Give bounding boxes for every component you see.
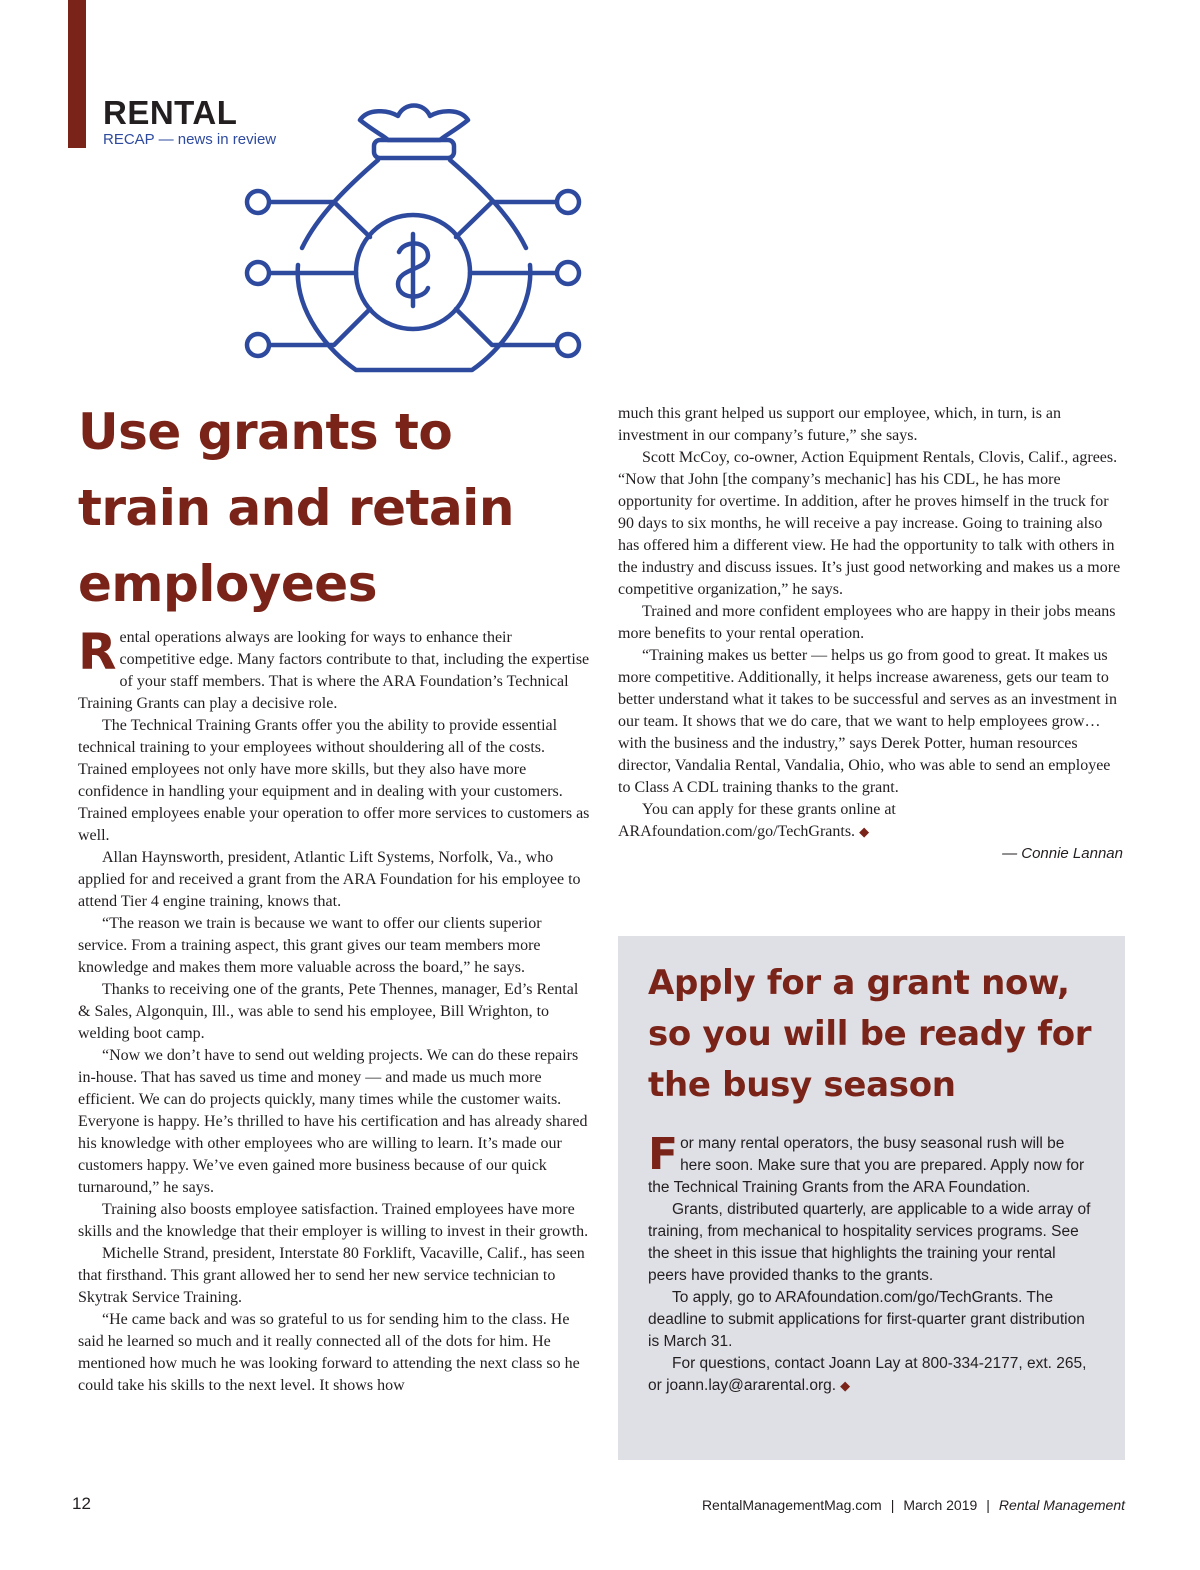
footer-separator: | [986, 1497, 990, 1513]
sidebar-box [618, 936, 1125, 1460]
end-mark-icon: ◆ [859, 824, 870, 839]
sidebar-paragraph: To apply, go to ARAfoundation.com/go/TechGrants. The deadline to submit applications for first-quarter grant distribution is March 31. [648, 1289, 1085, 1350]
sidebar-paragraph: For questions, contact Joann Lay at 800-334-2177, ext. 265, or joann.lay@ararental.org. ◆ [648, 1355, 1087, 1394]
article-column-left [78, 623, 590, 1397]
sidebar-body [648, 1129, 1095, 1397]
article-column-right [618, 403, 1123, 865]
article-paragraph: much this grant helped us support our employee, which, in turn, is an investment in our company’s future,” she says. [618, 405, 1062, 444]
article-paragraph: Training also boosts employee satisfaction. Trained employees have more skills and the knowledge that their employer is willing to invest in their growth. [78, 1201, 589, 1240]
article-paragraph: “Training makes us better — helps us go from good to great. It makes us more competitive. Additionally, it helps increase awareness, gets our team to better understand what it takes to be successful and serves as an investment in our team. It shows that we do care, that we want to help employees grow…with the business and the industry,” says Derek Potter, human resources director, Vandalia Rental, Vandalia, Ohio, who was able to send an employee to Class A CDL training thanks to the grant. [618, 647, 1117, 796]
footer-separator: | [890, 1497, 895, 1513]
article-byline: — Connie Lannan [1002, 845, 1123, 862]
page-number: 12 [72, 1494, 91, 1513]
section-title: RENTAL [103, 94, 238, 131]
sidebar-dropcap: F [648, 1129, 679, 1180]
article-paragraph: Allan Haynsworth, president, Atlantic Lift Systems, Norfolk, Va., who applied for and received a grant from the ARA Foundation for his employee to attend Tier 4 engine training, knows that. [78, 849, 581, 910]
article-paragraph: “The reason we train is because we want to offer our clients superior service. From a training aspect, this grant gives our team members more knowledge and makes them more valuable across the board,” he says. [78, 915, 542, 976]
article-headline: Use grants to train and retain employees [78, 403, 514, 613]
article-paragraph: The Technical Training Grants offer you the ability to provide essential technical training to your employees without shouldering all of the costs. Trained employees not only have more skills, but they also have more confidence in handling your equipment and in dealing with your customers. Trained employees enable your operation to offer more services to customers as well. [78, 717, 590, 844]
footer-website: RentalManagementMag.com [701, 1497, 882, 1513]
sidebar-paragraph: Grants, distributed quarterly, are applicable to a wide array of training, from mechanical to hospitality services programs. See the sheet in this issue that highlights the training your rental peers have provided thanks to the grants. [648, 1201, 1091, 1284]
article-paragraph: Trained and more confident employees who are happy in their jobs means more benefits to your rental operation. [618, 603, 1116, 642]
section-accent-bar [68, 0, 86, 148]
article-paragraph: Rental operations always are looking for ways to enhance their competitive edge. Many factors contribute to that, including the expertise of your staff members. That is where the ARA Foundation’s Technical Training Grants can play a decisive role. [78, 623, 590, 712]
article-paragraph: Michelle Strand, president, Interstate 80 Forklift, Vacaville, Calif., has seen that firsthand. This grant allowed her to send her new service technician to Skytrak Service Training. [78, 1245, 585, 1306]
money-bag-network-icon [238, 90, 588, 380]
sidebar-paragraph: For many rental operators, the busy seasonal rush will be here soon. Make sure that you are prepared. Apply now for the Technical Training Grants from the ARA Foundation. [648, 1129, 1085, 1196]
footer-date: March 2019 [903, 1497, 978, 1513]
sidebar-title: Apply for a grant now, so you will be ready for the busy season [648, 963, 1092, 1105]
article-paragraph: Scott McCoy, co-owner, Action Equipment Rentals, Clovis, Calif., agrees. “Now that John [the company’s mechanic] has his CDL, he has more opportunity for overtime. In addition, after he proves himself in the truck for 90 days to six months, he will receive a pay increase. Going to training also has offered him a different view. He had the opportunity to talk with others in the industry and discuss issues. It’s just good networking and makes us a more competitive organization,” he says. [618, 449, 1121, 598]
footer-magazine: Rental Management [998, 1497, 1125, 1513]
section-subtitle: RECAP — news in review [103, 131, 277, 148]
article-paragraph: You can apply for these grants online at ARAfoundation.com/go/TechGrants. ◆ [618, 801, 896, 840]
article-paragraph: “Now we don’t have to send out welding projects. We can do these repairs in-house. That has saved us time and money — and made us much more efficient. We can do projects quickly, many times while the customer waits. Everyone is happy. He’s thrilled to have his certification and has already shared his knowledge with other employees who are willing to learn. It’s made our customers happy. We’ve even gained more business because of our quick turnaround,” he says. [78, 1047, 588, 1196]
end-mark-icon: ◆ [840, 1378, 851, 1393]
article-paragraph: “He came back and was so grateful to us for sending him to the class. He said he learned so much and it really connected all of the dots for him. He mentioned how much he was looking forward to attending the next class so he could take his skills to the next level. It shows how [78, 1311, 580, 1394]
article-paragraph: Thanks to receiving one of the grants, Pete Thennes, manager, Ed’s Rental & Sales, Algonquin, Ill., was able to send his employee, Bill Wrighton, to welding boot camp. [78, 981, 579, 1042]
page-footer [702, 1497, 1125, 1513]
article-dropcap: R [78, 623, 117, 681]
